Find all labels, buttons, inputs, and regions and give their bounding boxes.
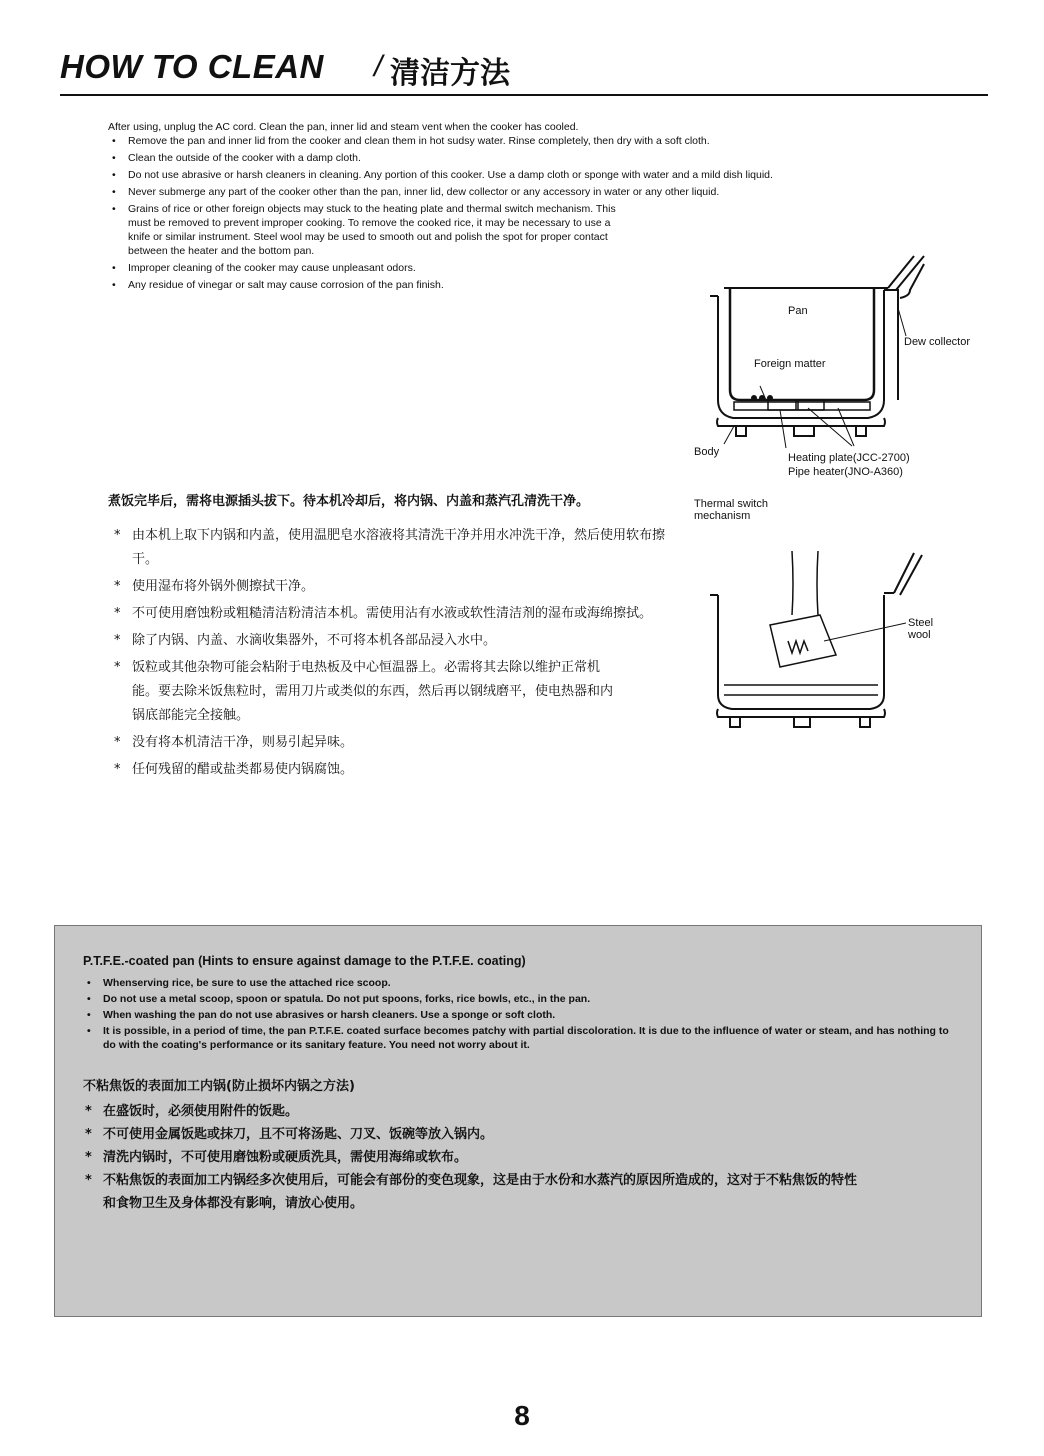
page-title-zh: 清洁方法 [390, 56, 510, 91]
page-title-en: HOW TO CLEAN [60, 48, 324, 85]
ptfe-item: • Do not use a metal scoop, spoon or spatula. Do not put spoons, forks, rice bowls, etc., in the pan. [87, 993, 591, 1005]
steel-wool-cleaning-figure [700, 545, 980, 745]
label-foreign-matter: Foreign matter [754, 358, 826, 370]
ptfe-zh-item: * 不粘焦饭的表面加工内锅经多次使用后，可能会有部份的变色现象，这是由于水份和水蒸汽的原因所造成的，这对于不粘焦饭的特性和食物卫生及身体都没有影响，请放心使用。 [85, 1173, 858, 1211]
en-item: • Grains of rice or other foreign objects may stuck to the heating plate and thermal switch mechanism. This must be removed to prevent improper cooking. To remove the cooked rice, it may be necessary to use a knife or similar instrument. Steel wool may be used to smooth out and polish the spot for proper contact between the heater and the bottom pan. [112, 203, 616, 257]
en-intro: After using, unplug the AC cord. Clean the pan, inner lid and steam vent when the cooker has cooled. [108, 121, 579, 133]
en-item: • Improper cleaning of the cooker may cause unpleasant odors. [112, 262, 416, 274]
en-item: • Clean the outside of the cooker with a damp cloth. [112, 152, 361, 164]
ptfe-zh-item: * 清洗内锅时，不可使用磨蚀粉或硬质洗具，需使用海绵或软布。 [85, 1150, 468, 1165]
zh-intro: 煮饭完毕后，需将电源插头拔下。待本机冷却后，将内锅、内盖和蒸汽孔清洗干净。 [108, 494, 590, 509]
label-body: Body [694, 446, 720, 458]
zh-item: * 除了内锅、内盖、水滴收集器外，不可将本机各部品浸入水中。 [114, 633, 497, 648]
cooker-cross-section-figure [688, 250, 988, 530]
zh-bullet-list [108, 524, 668, 782]
ptfe-title-zh: 不粘焦饭的表面加工内锅(防止损坏内锅之方法) [83, 1079, 355, 1094]
en-item: • Remove the pan and inner lid from the cooker and clean them in hot sudsy water. Rinse completely, then dry with a soft cloth. [112, 135, 710, 147]
label-dew-collector: Dew collector [904, 336, 971, 348]
ptfe-zh-bullet-list [83, 1100, 963, 1215]
ptfe-hints-box [54, 925, 982, 1317]
page-number: 8 [514, 1400, 530, 1431]
zh-item: * 由本机上取下内锅和内盖，使用温肥皂水溶液将其清洗干净并用水冲洗干净，然后使用软布擦干。 [114, 528, 666, 567]
zh-item: * 不可使用磨蚀粉或粗糙清洁粉清洁本机。需使用沾有水液或软性清洁剂的湿布或海绵擦拭。 [114, 606, 653, 621]
ptfe-bullet-list [83, 976, 963, 1052]
label-pipe-heater: Pipe heater(JNO-A360) [788, 466, 903, 478]
chinese-instructions [108, 490, 668, 785]
zh-item: * 使用湿布将外锅外侧擦拭干净。 [114, 579, 315, 594]
label-heating-plate: Heating plate(JCC-2700) [788, 452, 910, 464]
ptfe-title: P.T.F.E.-coated pan (Hints to ensure against damage to the P.T.F.E. coating) [83, 954, 526, 968]
label-thermal-switch: Thermal switch mechanism [694, 498, 768, 522]
en-item: • Any residue of vinegar or salt may cause corrosion of the pan finish. [112, 279, 444, 291]
ptfe-item: • When washing the pan do not use abrasives or harsh cleaners. Use a sponge or soft cloth. [87, 1009, 556, 1021]
en-item: • Do not use abrasive or harsh cleaners in cleaning. Any portion of this cooker. Use a damp cloth or sponge with water and a mild dish liquid. [112, 169, 773, 181]
page-header [60, 44, 988, 96]
label-steel-wool: Steel wool [908, 617, 934, 641]
en-item: • Never submerge any part of the cooker other than the pan, inner lid, dew collector or any accessory in water or any other liquid. [112, 186, 720, 198]
title-separator: / [374, 50, 383, 83]
ptfe-zh-item: * 在盛饭时，必须使用附件的饭匙。 [85, 1104, 299, 1119]
zh-item: * 没有将本机清洁干净，则易引起异味。 [114, 735, 354, 750]
zh-item: * 任何残留的醋或盐类都易使内锅腐蚀。 [114, 762, 354, 777]
label-pan: Pan [788, 305, 808, 317]
ptfe-item: • It is possible, in a period of time, the pan P.T.F.E. coated surface becomes patchy with partial discoloration. It is due to the influence of water or steam, and has nothing to do with the coating's performance or its sanitary feature. You need not worry about it. [87, 1025, 949, 1051]
cooker-cross-section-drawing [688, 250, 988, 530]
zh-item: * 饭粒或其他杂物可能会粘附于电热板及中心恒温器上。必需将其去除以维护正常机能。要去除米饭焦粒时，需用刀片或类似的东西，然后再以钢绒磨平，使电热器和内锅底部能完全接触。 [114, 660, 614, 723]
ptfe-zh-item: * 不可使用金属饭匙或抹刀，且不可将汤匙、刀叉、饭碗等放入锅内。 [85, 1127, 494, 1142]
ptfe-item: • Whenserving rice, be sure to use the attached rice scoop. [87, 977, 391, 989]
steel-wool-drawing [700, 545, 980, 745]
